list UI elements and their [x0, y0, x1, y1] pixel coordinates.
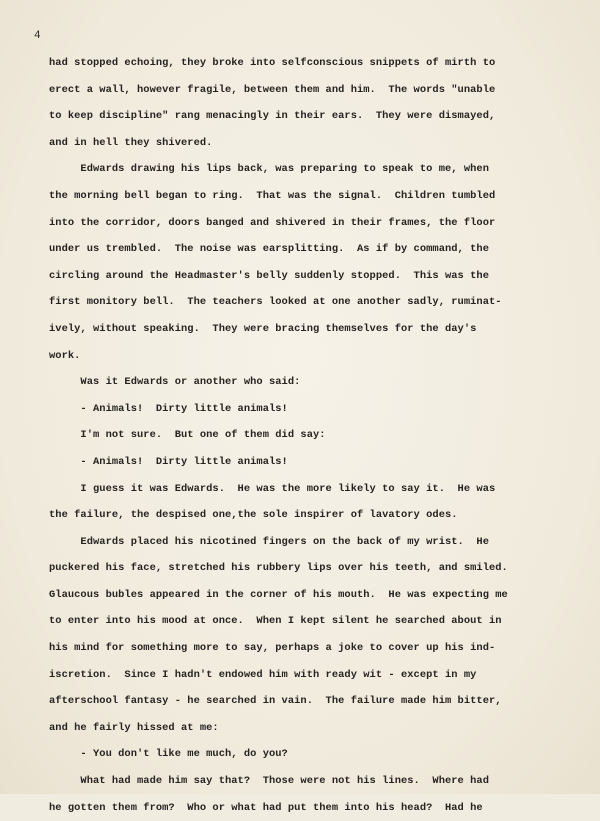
text-line: I guess it was Edwards. He was the more likely to say it. He was — [49, 482, 496, 495]
text-line: - You don't like me much, do you? — [49, 748, 288, 761]
text-line: into the corridor, doors banged and shivered in their frames, the floor — [49, 216, 496, 229]
text-line: circling around the Headmaster's belly suddenly stopped. This was the — [49, 269, 489, 282]
page-number: 4 — [34, 30, 41, 42]
text-line: ively, without speaking. They were bracing themselves for the day's — [49, 322, 477, 335]
text-line: the failure, the despised one,the sole inspirer of lavatory odes. — [49, 509, 458, 522]
body-text — [49, 50, 569, 821]
text-line: he gotten them from? Who or what had put them into his head? Had he — [49, 801, 483, 814]
text-line: under us trembled. The noise was earsplitting. As if by command, the — [49, 243, 489, 256]
text-line: the morning bell began to ring. That was the signal. Children tumbled — [49, 189, 496, 202]
text-line: had stopped echoing, they broke into selfconscious snippets of mirth to — [49, 57, 496, 69]
text-line: puckered his face, stretched his rubbery lips over his teeth, and smiled. — [49, 562, 508, 575]
text-line: I'm not sure. But one of them did say: — [49, 429, 326, 442]
text-line: iscretion. Since I hadn't endowed him with ready wit - except in my — [49, 668, 477, 681]
text-line: and he fairly hissed at me: — [49, 721, 219, 734]
text-line: first monitory bell. The teachers looked at one another sadly, ruminat- — [49, 296, 502, 309]
text-line: Glaucous bubles appeared in the corner of his mouth. He was expecting me — [49, 588, 508, 601]
text-line: afterschool fantasy - he searched in vain. The failure made him bitter, — [49, 695, 502, 708]
text-line: and in hell they shivered. — [49, 136, 213, 149]
text-line: Edwards drawing his lips back, was preparing to speak to me, when — [49, 163, 489, 176]
text-line: to keep discipline" rang menacingly in their ears. They were dismayed, — [49, 110, 496, 123]
text-line: What had made him say that? Those were not his lines. Where had — [49, 775, 489, 788]
text-line: Was it Edwards or another who said: — [49, 376, 301, 389]
text-line: erect a wall, however fragile, between them and him. The words "unable — [49, 83, 496, 96]
text-line: work. — [49, 349, 81, 362]
text-line: - Animals! Dirty little animals! — [49, 402, 288, 415]
text-line: Edwards placed his nicotined fingers on the back of my wrist. He — [49, 535, 489, 548]
text-line: - Animals! Dirty little animals! — [49, 455, 288, 468]
text-line: to enter into his mood at once. When I kept silent he searched about in — [49, 615, 502, 628]
text-line: his mind for something more to say, perhaps a joke to cover up his ind- — [49, 642, 496, 655]
